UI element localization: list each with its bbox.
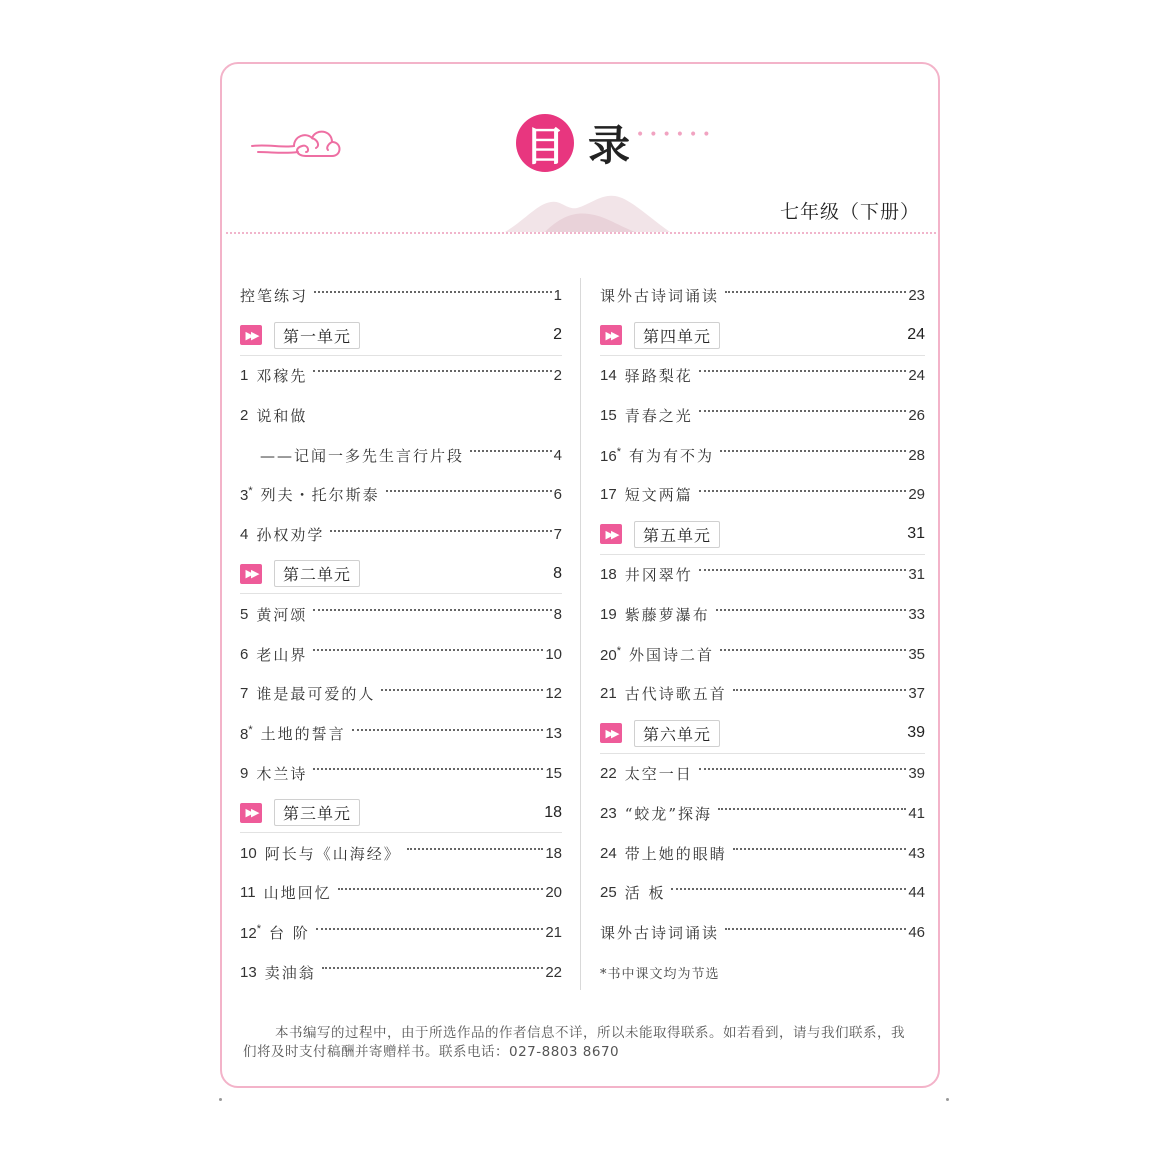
lesson-title: 古代诗歌五首 [624, 685, 727, 704]
page-number: 43 [908, 844, 925, 862]
toc-column-right [600, 276, 925, 992]
lesson-title: 外国诗二首 [628, 645, 714, 664]
toc-entry[interactable] [600, 793, 925, 833]
lesson-number: 2 [240, 406, 249, 424]
page-number: 1 [553, 287, 562, 305]
lesson-title: “蛟龙”探海 [624, 804, 713, 823]
lesson-title: 有为有不为 [628, 446, 714, 465]
leader-dots [733, 689, 907, 691]
corner-mark [946, 1098, 949, 1101]
unit-header[interactable] [240, 316, 562, 356]
header-divider [226, 232, 936, 234]
toc-entry[interactable] [240, 873, 562, 913]
toc-entry[interactable] [600, 435, 925, 475]
toc-column-left [240, 276, 562, 992]
lesson-number: 19 [600, 605, 617, 623]
lesson-number: 16* [600, 445, 621, 465]
unit-header[interactable] [600, 515, 925, 555]
lesson-title: 孙权劝学 [256, 526, 325, 545]
leader-dots [313, 609, 551, 611]
unit-title: 第一单元 [274, 322, 360, 349]
lesson-number: 6 [240, 645, 249, 663]
page-number: 29 [908, 486, 925, 504]
lesson-title: 卖油翁 [264, 963, 316, 982]
leader-dots [725, 291, 906, 293]
lesson-number: 13 [240, 963, 257, 981]
excerpt-star: * [248, 724, 253, 737]
fast-forward-icon: ▶▶ [240, 564, 262, 584]
leader-dots [352, 729, 544, 731]
lesson-title: 活 板 [624, 884, 666, 903]
title-text: 录 [588, 121, 631, 170]
page-number: 35 [908, 645, 925, 663]
lesson-number: 14 [600, 366, 617, 384]
lesson-title: 谁是最可爱的人 [256, 685, 376, 704]
lesson-title: ——记闻一多先生言行片段 [260, 446, 465, 465]
page-number: 33 [908, 605, 925, 623]
leader-dots [407, 848, 544, 850]
unit-page: 2 [553, 326, 562, 344]
page-number: 44 [908, 884, 925, 902]
page-number: 23 [908, 287, 925, 305]
lesson-title: 课外古诗词诵读 [600, 287, 720, 306]
toc-entry[interactable] [600, 555, 925, 595]
page-number: 20 [545, 884, 562, 902]
leader-dots [699, 569, 907, 571]
toc-entry[interactable] [600, 276, 925, 316]
unit-title: 第四单元 [634, 322, 720, 349]
excerpt-star: * [248, 485, 253, 498]
page-number: 4 [553, 446, 562, 464]
unit-title: 第三单元 [274, 799, 360, 826]
unit-title: 第二单元 [274, 560, 360, 587]
lesson-title: 老山界 [256, 645, 308, 664]
toc-entry[interactable] [240, 714, 562, 754]
page-number: 21 [545, 924, 562, 942]
lesson-title: 木兰诗 [256, 764, 308, 783]
toc-entry[interactable] [600, 356, 925, 396]
leader-dots [716, 609, 907, 611]
toc-entry[interactable] [240, 594, 562, 634]
page-number: 39 [908, 764, 925, 782]
unit-header[interactable] [600, 316, 925, 356]
excerpt-note [600, 953, 925, 993]
unit-page: 39 [907, 724, 925, 742]
page-number: 46 [908, 924, 925, 942]
toc-entry[interactable] [240, 475, 562, 515]
toc-entry[interactable] [600, 674, 925, 714]
leader-dots [316, 928, 544, 930]
lesson-title: 带上她的眼睛 [624, 844, 727, 863]
toc-entry[interactable] [240, 634, 562, 674]
leader-dots [313, 370, 551, 372]
lesson-number: 23 [600, 804, 617, 822]
toc-entry[interactable] [240, 435, 562, 475]
lesson-number: 3* [240, 485, 253, 505]
lesson-title: 山地回忆 [263, 884, 332, 903]
lesson-title: 课外古诗词诵读 [600, 924, 720, 943]
leader-dots [470, 450, 552, 452]
lesson-title: 说和做 [256, 406, 308, 425]
lesson-number: 17 [600, 486, 617, 504]
unit-page: 31 [907, 525, 925, 543]
leader-dots [313, 649, 543, 651]
leader-dots [381, 689, 543, 691]
lesson-number: 11 [240, 884, 256, 902]
lesson-number: 7 [240, 685, 249, 703]
fast-forward-icon: ▶▶ [600, 524, 622, 544]
toc-entry[interactable] [240, 515, 562, 555]
corner-mark [219, 1098, 222, 1101]
leader-dots [330, 530, 551, 532]
leader-dots [725, 928, 906, 930]
page-number: 26 [908, 406, 925, 424]
lesson-number: 8* [240, 724, 253, 744]
lesson-number: 25 [600, 884, 617, 902]
toc-entry[interactable] [600, 634, 925, 674]
column-divider [580, 278, 581, 990]
unit-header[interactable] [600, 714, 925, 754]
leader-dots [671, 888, 906, 890]
lesson-number: 21 [600, 685, 617, 703]
lesson-number: 5 [240, 605, 249, 623]
page-number: 6 [553, 486, 562, 504]
lesson-title: 台 阶 [268, 924, 310, 943]
lesson-number: 12* [240, 923, 261, 943]
lesson-number: 10 [240, 844, 257, 862]
lesson-title: 土地的誓言 [260, 725, 346, 744]
lesson-title: 青春之光 [624, 406, 693, 425]
toc-entry[interactable] [600, 475, 925, 515]
lesson-number: 1 [240, 366, 249, 384]
leader-dots [386, 490, 552, 492]
toc-entry[interactable] [240, 395, 562, 435]
unit-page: 8 [553, 564, 562, 582]
page-number: 8 [553, 605, 562, 623]
leader-dots [322, 967, 544, 969]
page-title [516, 113, 716, 173]
lesson-number: 9 [240, 764, 249, 782]
page-number: 13 [545, 725, 562, 743]
lesson-number: 18 [600, 565, 617, 583]
mountain-ornament-icon [505, 190, 670, 232]
toc-entry[interactable] [240, 833, 562, 873]
unit-header[interactable] [240, 793, 562, 833]
unit-title: 第六单元 [634, 720, 720, 747]
lesson-number: 15 [600, 406, 617, 424]
leader-dots [699, 768, 907, 770]
toc-entry[interactable] [240, 276, 562, 316]
page-number: 24 [908, 366, 925, 384]
page-number: 15 [545, 764, 562, 782]
leader-dots [699, 370, 907, 372]
grade-label: 七年级（下册） [780, 201, 921, 223]
excerpt-star: * [256, 923, 261, 936]
leader-dots [718, 808, 906, 810]
unit-header[interactable] [240, 555, 562, 595]
lesson-title: 阿长与《山海经》 [264, 844, 401, 863]
toc-entry[interactable] [600, 913, 925, 953]
lesson-number: 20* [600, 644, 621, 664]
toc-entry[interactable] [600, 754, 925, 794]
toc-entry[interactable] [240, 953, 562, 993]
fast-forward-icon: ▶▶ [240, 325, 262, 345]
lesson-title: 井冈翠竹 [624, 565, 693, 584]
leader-dots [733, 848, 907, 850]
toc-entry[interactable] [600, 873, 925, 913]
page-number: 41 [908, 804, 925, 822]
toc-entry[interactable] [600, 594, 925, 634]
fast-forward-icon: ▶▶ [240, 803, 262, 823]
page-number: 22 [545, 963, 562, 981]
toc-entry[interactable] [240, 356, 562, 396]
excerpt-star: * [616, 644, 621, 657]
page-number: 31 [908, 565, 925, 583]
page-number: 12 [545, 685, 562, 703]
page-number: 37 [908, 685, 925, 703]
toc-entry[interactable] [600, 395, 925, 435]
toc-entry[interactable] [240, 754, 562, 794]
lesson-title: 控笔练习 [240, 287, 309, 306]
title-badge: 目 [516, 114, 574, 172]
footer-note: 本书编写的过程中，由于所选作品的作者信息不详，所以未能取得联系。如若看到，请与我们联系，我们将及时支付稿酬并寄赠样书。联系电话：027-8803 8670 [243, 1025, 905, 1060]
fast-forward-icon: ▶▶ [600, 723, 622, 743]
page-number: 7 [553, 526, 562, 544]
leader-dots [314, 291, 552, 293]
unit-page: 18 [544, 803, 562, 821]
leader-dots [338, 888, 544, 890]
page-number: 28 [908, 446, 925, 464]
lesson-title: 邓稼先 [256, 366, 308, 385]
leader-dots [699, 410, 907, 412]
note-text: *书中课文均为节选 [600, 966, 720, 982]
leader-dots [699, 490, 907, 492]
unit-page: 24 [907, 326, 925, 344]
cloud-ornament-icon [248, 122, 344, 166]
lesson-number: 4 [240, 526, 249, 544]
page-number: 18 [545, 844, 562, 862]
toc-entry[interactable] [240, 674, 562, 714]
title-dots: •••••• [636, 127, 716, 143]
lesson-number: 24 [600, 844, 617, 862]
lesson-title: 紫藤萝瀑布 [624, 605, 710, 624]
page-number: 2 [553, 366, 562, 384]
fast-forward-icon: ▶▶ [600, 325, 622, 345]
lesson-title: 短文两篇 [624, 486, 693, 505]
lesson-title: 黄河颂 [256, 605, 308, 624]
leader-dots [313, 768, 543, 770]
toc-entry[interactable] [240, 913, 562, 953]
unit-title: 第五单元 [634, 521, 720, 548]
lesson-title: 列夫・托尔斯泰 [260, 486, 380, 505]
lesson-title: 驿路梨花 [624, 366, 693, 385]
page-number: 10 [545, 645, 562, 663]
excerpt-star: * [616, 445, 621, 458]
leader-dots [720, 649, 906, 651]
leader-dots [720, 450, 906, 452]
lesson-number: 22 [600, 764, 617, 782]
lesson-title: 太空一日 [624, 764, 693, 783]
toc-entry[interactable] [600, 833, 925, 873]
